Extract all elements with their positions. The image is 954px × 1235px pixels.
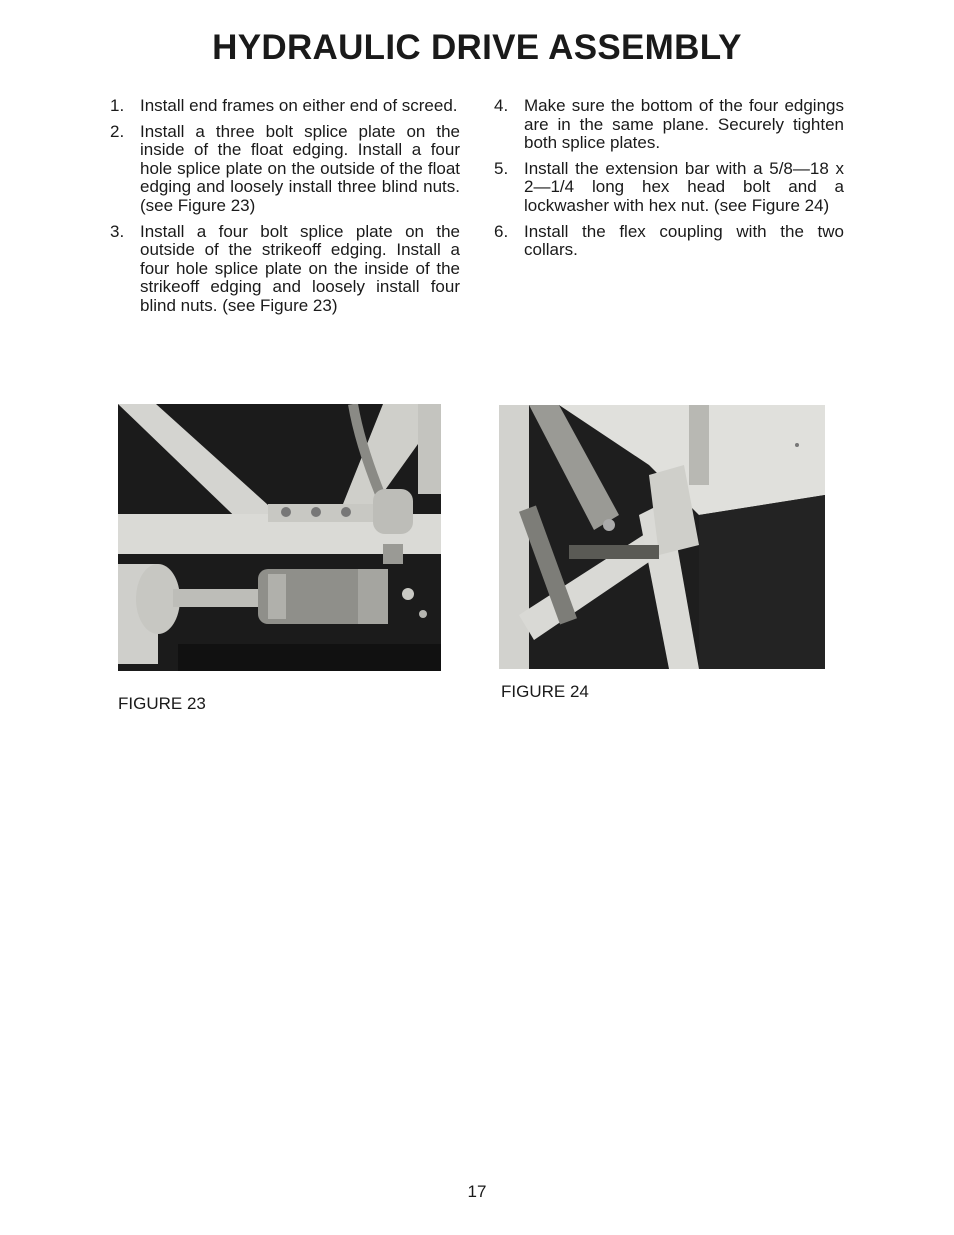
list-item (110, 223, 460, 316)
step-text: Install end frames on either end of screed. (140, 96, 458, 115)
page-number: 17 (467, 1182, 487, 1201)
step-number: 4. (494, 96, 509, 115)
list-item (110, 123, 460, 216)
list-item (494, 223, 844, 260)
step-number: 3. (110, 221, 125, 241)
step-number: 5. (494, 158, 509, 178)
step-text: Make sure the bottom of the four edgings are in the same plane. Securely tighten both splice plates. (524, 96, 844, 153)
figure-24-photo (499, 405, 825, 669)
list-item (494, 97, 844, 153)
figure-24-caption: FIGURE 24 (501, 682, 589, 701)
figure-23-photo (118, 404, 441, 671)
step-text: Install the extension bar with a 5/8—18 x 2—1/4 long hex head bolt and a lockwasher with hex nut. (see Figure 24) (524, 158, 844, 215)
step-number: 2. (110, 121, 125, 141)
figure-23-caption: FIGURE 23 (118, 694, 206, 713)
steps-left-column (110, 97, 460, 323)
step-text: Install the flex coupling with the two collars. (524, 221, 844, 260)
steps-right-column (494, 97, 844, 267)
step-number: 1. (110, 96, 125, 115)
step-number: 6. (494, 221, 509, 241)
step-text: Install a four bolt splice plate on the outside of the strikeoff edging. Install a four hole splice plate on the inside of the strikeoff edging and loosely install four blind nuts. (see Figure 23) (140, 221, 460, 315)
list-item (110, 97, 460, 116)
page-title: HYDRAULIC DRIVE ASSEMBLY (212, 28, 742, 67)
step-text: Install a three bolt splice plate on the inside of the float edging. Install a four hole splice plate on the outside of the float edging and loosely install three blind nuts. (see Figure 23) (140, 121, 460, 215)
list-item (494, 160, 844, 216)
